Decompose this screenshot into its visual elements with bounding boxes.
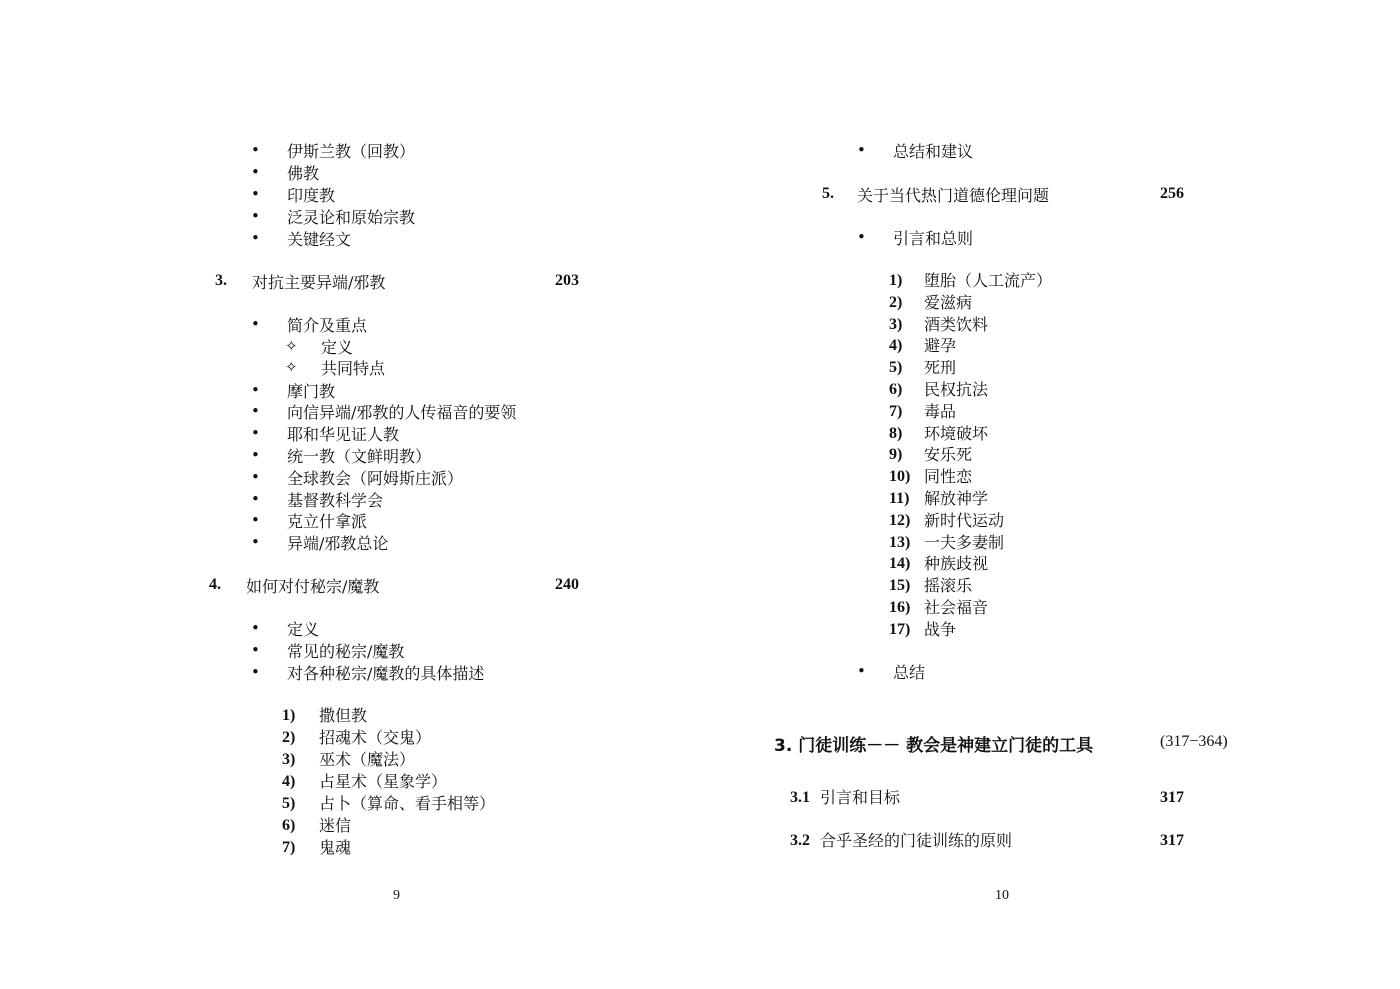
item-text: 避孕 (924, 336, 957, 356)
item-number: 5) (889, 359, 903, 377)
item-number: 6) (889, 381, 903, 398)
section-number: 5. (822, 185, 834, 202)
bullet-icon: • (251, 163, 260, 181)
item-text: 迷信 (319, 816, 352, 835)
item-text: 鬼魂 (319, 838, 352, 857)
right-page (700, 0, 1400, 989)
item-text: 社会福音 (924, 598, 989, 617)
page-number: 10 (995, 888, 1009, 903)
bullet-icon: • (251, 229, 260, 247)
item-text: 对各种秘宗/魔教的具体描述 (287, 664, 485, 683)
item-text: 印度教 (287, 186, 336, 205)
section-number: 4. (209, 576, 221, 593)
subsection-title: 引言和目标 (820, 788, 901, 807)
bullet-icon: • (857, 228, 866, 246)
item-text: 堕胎（人工流产） (924, 271, 1053, 290)
item-number: 13) (889, 533, 911, 551)
section-title: 关于当代热门道德伦理问题 (857, 186, 1050, 205)
item-text: 常见的秘宗/魔教 (287, 642, 405, 661)
subsection-number: 3.1 (790, 789, 810, 806)
item-text: 泛灵论和原始宗教 (287, 208, 416, 227)
diamond-icon: ✧ (285, 337, 298, 355)
item-text: 定义 (321, 338, 354, 357)
item-text: 解放神学 (924, 489, 989, 508)
item-number: 15) (889, 577, 911, 595)
bullet-icon: • (857, 662, 866, 680)
item-number: 5) (282, 795, 296, 812)
item-text: 民权抗法 (924, 380, 989, 399)
item-number: 4) (282, 773, 296, 790)
item-number: 4) (889, 337, 903, 355)
item-number: 3) (889, 315, 903, 333)
bullet-icon: • (251, 619, 260, 637)
bullet-icon: • (251, 533, 260, 551)
item-number: 9) (889, 446, 903, 464)
bullet-icon: • (251, 185, 260, 203)
item-text: 引言和总则 (893, 229, 974, 248)
item-number: 11) (889, 490, 910, 507)
item-text: 占卜（算命、看手相等） (319, 794, 496, 813)
bullet-icon: • (251, 402, 260, 420)
bullet-icon: • (251, 511, 260, 529)
section-number: 3. (215, 272, 227, 289)
bullet-icon: • (251, 663, 260, 681)
item-text: 总结和建议 (893, 142, 974, 161)
item-text: 爱滋病 (924, 292, 973, 312)
section-title: 对抗主要异端/邪教 (252, 273, 386, 292)
item-text: 安乐死 (924, 445, 973, 465)
item-text: 一夫多妻制 (924, 532, 1005, 552)
subsection-number: 3.2 (790, 832, 810, 849)
item-number: 1) (282, 707, 296, 724)
item-text: 异端/邪教总论 (287, 534, 389, 553)
subsection-page-ref: 317 (1160, 789, 1184, 806)
item-number: 7) (889, 402, 903, 420)
bullet-icon: • (251, 468, 260, 486)
item-text: 摩门教 (287, 382, 336, 401)
item-number: 14) (889, 555, 911, 573)
item-number: 17) (889, 620, 911, 638)
item-text: 摇滚乐 (924, 576, 973, 596)
item-text: 死刑 (924, 358, 957, 378)
item-text: 关键经文 (287, 230, 352, 249)
bullet-icon: • (251, 490, 260, 508)
item-text: 毒品 (924, 401, 957, 421)
item-text: 战争 (924, 619, 957, 639)
diamond-icon: ✧ (285, 358, 298, 376)
bullet-icon: • (857, 141, 866, 159)
bullet-icon: • (251, 424, 260, 442)
item-text: 全球教会（阿姆斯庄派） (287, 469, 464, 488)
item-text: 巫术（魔法） (319, 750, 416, 769)
item-text: 新时代运动 (924, 510, 1005, 530)
item-text: 总结 (893, 663, 926, 682)
item-number: 8) (889, 424, 903, 442)
item-text: 定义 (287, 620, 320, 639)
item-number: 7) (282, 839, 296, 856)
item-text: 向信异端/邪教的人传福音的要领 (287, 403, 517, 422)
item-text: 佛教 (287, 164, 320, 183)
item-text: 种族歧视 (924, 554, 989, 574)
bullet-icon: • (251, 446, 260, 464)
page-number: 9 (393, 888, 400, 903)
section-title: 如何对付秘宗/魔教 (246, 577, 380, 596)
item-text: 统一教（文鲜明教） (287, 447, 432, 466)
chapter-title: 3. 门徒训练－－ 教会是神建立门徒的工具 (774, 736, 1094, 756)
item-text: 共同特点 (321, 359, 386, 378)
item-text: 酒类饮料 (924, 314, 989, 334)
bullet-icon: • (251, 207, 260, 225)
bullet-icon: • (251, 641, 260, 659)
section-page-ref: 203 (555, 272, 579, 289)
item-number: 12) (889, 511, 911, 529)
item-text: 基督教科学会 (287, 491, 384, 510)
section-page-ref: 256 (1160, 185, 1184, 202)
item-text: 环境破坏 (924, 423, 989, 443)
item-text: 招魂术（交鬼） (319, 728, 432, 747)
item-text: 伊斯兰教（回教） (287, 142, 416, 161)
bullet-icon: • (251, 381, 260, 399)
section-page-ref: 240 (555, 576, 579, 593)
item-number: 2) (889, 293, 903, 311)
item-text: 撒但教 (319, 706, 368, 725)
item-text: 同性恋 (924, 467, 973, 487)
item-number: 3) (282, 751, 296, 768)
subsection-page-ref: 317 (1160, 832, 1184, 849)
item-number: 1) (889, 272, 903, 289)
item-text: 克立什拿派 (287, 512, 368, 531)
item-text: 占星术（星象学） (319, 772, 448, 791)
item-text: 简介及重点 (287, 316, 368, 335)
item-text: 耶和华见证人教 (287, 425, 400, 444)
bullet-icon: • (251, 315, 260, 333)
item-number: 16) (889, 599, 911, 616)
bullet-icon: • (251, 141, 260, 159)
subsection-title: 合乎圣经的门徒训练的原则 (820, 831, 1013, 850)
item-number: 6) (282, 817, 296, 834)
chapter-page-range: (317−364) (1160, 733, 1228, 750)
item-number: 10) (889, 468, 911, 486)
item-number: 2) (282, 729, 296, 746)
